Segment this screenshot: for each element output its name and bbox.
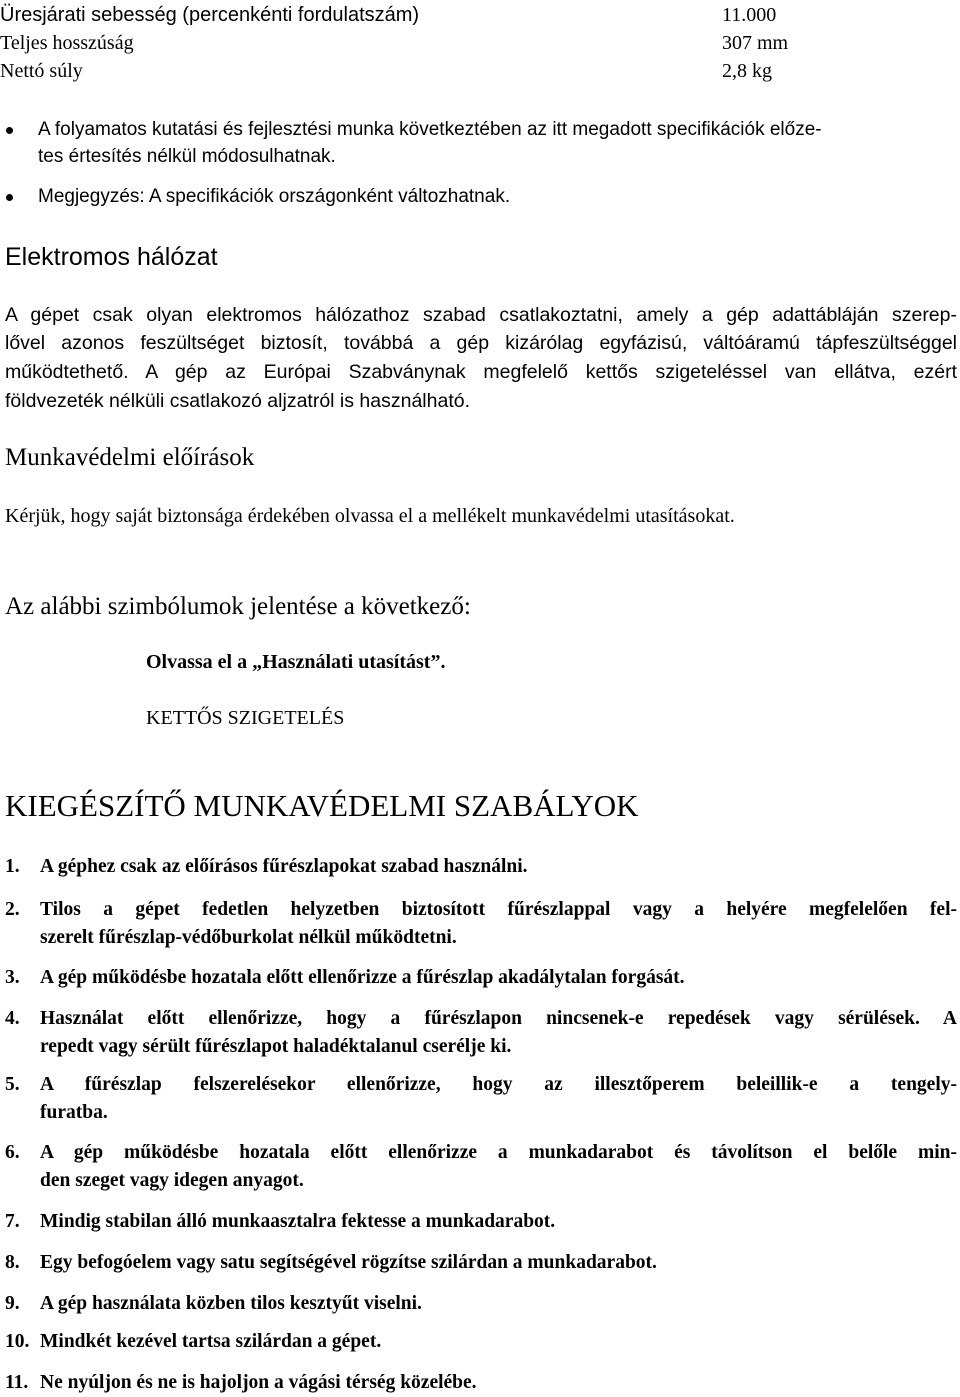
spec-value: 307 mm [722, 32, 789, 54]
spec-label: Üresjárati sebesség (percenkénti fordulatszám) [0, 4, 420, 26]
paragraph-line: lővel azonos feszültséget biztosít, továbbá a gép kizárólag egyfázisú, váltóáramú tápfeszültséggel [5, 332, 957, 354]
bullet-icon [6, 127, 13, 134]
rule-number: 1. [5, 856, 20, 877]
note-text: tes értesítés nélkül módosulhatnak. [38, 146, 336, 167]
rule-text: furatba. [40, 1102, 108, 1123]
rule-text: A gép használata közben tilos kesztyűt viselni. [40, 1293, 422, 1314]
rule-number: 2. [5, 899, 20, 920]
rule-text: Ne nyúljon és ne is hajoljon a vágási térség közelébe. [40, 1372, 477, 1393]
paragraph-line: földvezeték nélküli csatlakozó aljzatról is használható. [5, 390, 471, 412]
section-title-safety: Munkavédelmi előírások [5, 444, 255, 471]
rule-number: 10. [5, 1331, 30, 1352]
rule-text: A gép működésbe hozatala előtt ellenőrizze a munkadarabot és távolítson el belőle min- [40, 1142, 957, 1163]
paragraph-line: A gépet csak olyan elektromos hálózathoz szabad csatlakoztatni, amely a gép adattábláján szerep- [5, 304, 957, 326]
section-title-symbols: Az alábbi szimbólumok jelentése a következő: [5, 593, 471, 620]
rules-title: KIEGÉSZÍTŐ MUNKAVÉDELMI SZABÁLYOK [5, 788, 639, 823]
section-title-electric: Elektromos hálózat [5, 243, 218, 271]
rule-text: Egy befogóelem vagy satu segítségével rögzítse szilárdan a munkadarabot. [40, 1252, 657, 1273]
rule-text: A gép működésbe hozatala előtt ellenőrizze a fűrészlap akadálytalan forgását. [40, 967, 685, 988]
rule-text: Mindkét kezével tartsa szilárdan a gépet. [40, 1331, 382, 1352]
spec-value: 11.000 [722, 4, 777, 26]
rule-text: repedt vagy sérült fűrészlapot haladéktalanul cserélje ki. [40, 1036, 512, 1057]
bullet-icon [6, 194, 13, 201]
note-text: A folyamatos kutatási és fejlesztési munka következtében az itt megadott specifikációk előze- [38, 119, 822, 140]
rule-number: 11. [5, 1372, 29, 1393]
safety-text: Kérjük, hogy saját biztonsága érdekében olvassa el a mellékelt munkavédelmi utasításokat. [5, 505, 735, 527]
rule-text: A géphez csak az előírásos fűrészlapokat szabad használni. [40, 856, 528, 877]
paragraph-line: működtethető. A gép az Európai Szabványnak megfelelő kettős szigeteléssel van ellátva, ezért [5, 361, 957, 383]
symbol-double-insulation-text: KETTŐS SZIGETELÉS [146, 707, 345, 729]
rule-text: Tilos a gépet fedetlen helyzetben biztosított fűrészlappal vagy a helyére megfelelően fel- [40, 899, 957, 920]
rule-number: 7. [5, 1211, 20, 1232]
rule-text: szerelt fűrészlap-védőburkolat nélkül működtetni. [40, 927, 457, 948]
rule-number: 4. [5, 1008, 20, 1029]
spec-value: 2,8 kg [722, 60, 772, 82]
rule-number: 3. [5, 967, 20, 988]
rule-number: 8. [5, 1252, 20, 1273]
rule-text: den szeget vagy idegen anyagot. [40, 1170, 304, 1191]
rule-number: 6. [5, 1142, 20, 1163]
rule-text: Használat előtt ellenőrizze, hogy a fűrészlapon nincsenek-e repedések vagy sérülések. A [40, 1008, 957, 1029]
note-text: Megjegyzés: A specifikációk országonként változhatnak. [38, 186, 511, 207]
spec-label: Teljes hosszúság [0, 32, 134, 54]
symbol-read-manual-text: Olvassa el a „Használati utasítást”. [146, 651, 446, 673]
rule-text: A fűrészlap felszerelésekor ellenőrizze, hogy az illesztőperem beleillik-e a tengely- [40, 1074, 957, 1095]
spec-label: Nettó súly [0, 60, 83, 82]
rule-number: 9. [5, 1293, 20, 1314]
rule-text: Mindig stabilan álló munkaasztalra fektesse a munkadarabot. [40, 1211, 556, 1232]
rule-number: 5. [5, 1074, 20, 1095]
